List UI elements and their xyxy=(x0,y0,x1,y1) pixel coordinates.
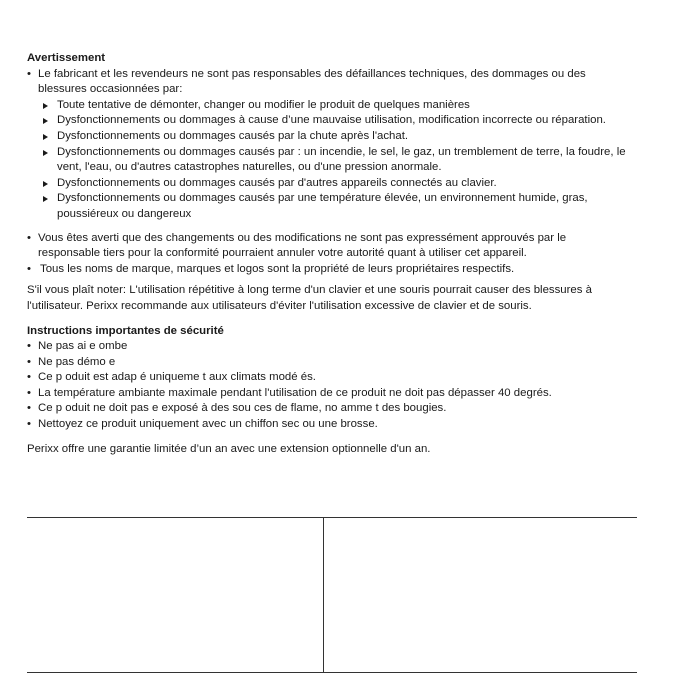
modification-notice: • Vous êtes averti que des changements ou des modifications ne sont pas expressément approuvés par le responsable tiers pour la conformité pourraient annuler votre autorité quant à utiliser cet appareil. xyxy=(27,231,627,262)
safety-item: • Nettoyez ce produit uniquement avec un chiffon sec ou une brosse. xyxy=(27,417,627,433)
usage-note: S'il vous plaît noter: L'utilisation répétitive à long terme d'un clavier et une souris pourrait causer des blessures à l'utilisateur. Perixx recommande aux utilisateurs d'éviter l'utilisation excessive de clavier et de souris. xyxy=(27,284,592,312)
safety-item: • Ne pas démo e xyxy=(27,355,627,371)
warning-item: Toute tentative de démonter, changer ou modifier le produit de quelques manières xyxy=(43,98,627,114)
safety-item: • La température ambiante maximale pendant l'utilisation de ce produit ne doit pas dépasser 40 degrés. xyxy=(27,386,627,402)
warning-list xyxy=(27,98,627,223)
safety-item: • Ce p oduit est adap é uniqueme t aux climats modé és. xyxy=(27,370,627,386)
warning-item: Dysfonctionnements ou dommages causés par une température élevée, un environnement humide, gras, poussiéreux ou dangereux xyxy=(43,191,627,222)
footer-right-cell xyxy=(324,518,637,672)
document-body xyxy=(27,51,627,457)
warning-intro: • Le fabricant et les revendeurs ne sont pas responsables des défaillances techniques, des dommages ou des blessures occasionnées par: xyxy=(27,67,627,98)
safety-heading: Instructions importantes de sécurité xyxy=(27,324,224,337)
trademark-notice: • Tous les noms de marque, marques et logos sont la propriété de leurs propriétaires respectifs. xyxy=(27,262,627,278)
footer-left-cell xyxy=(27,518,324,672)
warning-item: Dysfonctionnements ou dommages à cause d’une mauvaise utilisation, modification incorrecte ou réparation. xyxy=(43,113,627,129)
warning-heading: Avertissement xyxy=(27,52,106,64)
warranty-text: Perixx offre une garantie limitée d’un an avec une extension optionnelle d'un an. xyxy=(27,442,431,455)
footer-table xyxy=(27,517,637,673)
warning-item: Dysfonctionnements ou dommages causés par d'autres appareils connectés au clavier. xyxy=(43,176,627,192)
warning-item: Dysfonctionnements ou dommages causés par la chute après l'achat. xyxy=(43,129,627,145)
safety-item: • Ce p oduit ne doit pas e exposé à des sou ces de flame, no amme t des bougies. xyxy=(27,401,627,417)
safety-item: • Ne pas ai e ombe xyxy=(27,339,627,355)
warning-item: Dysfonctionnements ou dommages causés par : un incendie, le sel, le gaz, un tremblement de terre, la foudre, le vent, l'eau, ou d'autres catastrophes naturelles, ou d'une pression anormale. xyxy=(43,145,627,176)
